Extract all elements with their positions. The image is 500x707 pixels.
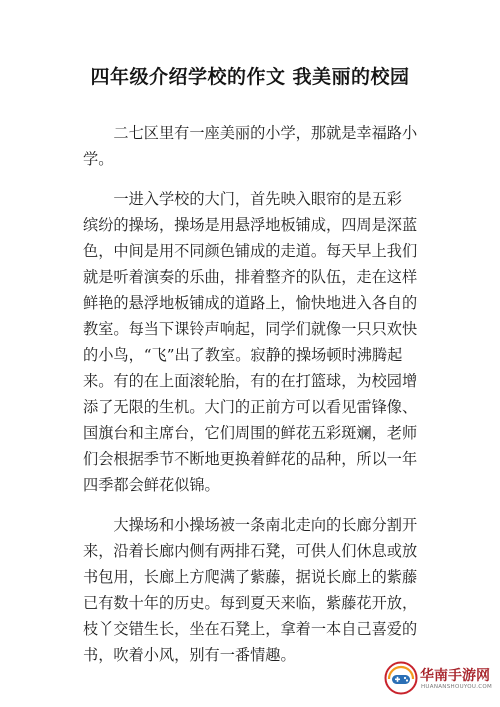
text-line: 大操场和小操场被一条南北走向的长廊分割开 (83, 516, 418, 534)
article-body (83, 120, 419, 668)
text-line: 来。有的在上面滚轮胎，有的在打篮球，为校园增 (83, 372, 418, 390)
article-title: 四年级介绍学校的作文 我美丽的校园 (90, 66, 410, 88)
text-line: 二七区里有一座美丽的小学，那就是幸福路小 (83, 124, 418, 142)
text-line: 书包用，长廊上方爬满了紫藤，据说长廊上的紫藤 (83, 568, 418, 586)
text-line: 就是听着演奏的乐曲，排着整齐的队伍，走在这样 (83, 268, 418, 286)
text-line: 枝丫交错生长，坐在石凳上，拿着一本自己喜爱的 (83, 620, 418, 638)
text-line: 色，中间是用不同颜色铺成的走道。每天早上我们 (83, 242, 418, 260)
text-line: 添了无限的生机。大门的正前方可以看见雷锋像、 (83, 398, 418, 416)
paragraph-gap (83, 172, 419, 186)
text-line: 学。 (83, 150, 114, 168)
paragraph (83, 512, 419, 668)
text-line: 鲜艳的悬浮地板铺成的道路上，愉快地进入各自的 (83, 294, 418, 312)
paragraph (83, 120, 419, 172)
paragraph (83, 186, 419, 498)
text-line: 们会根据季节不断地更换着鲜花的品种，所以一年 (83, 450, 418, 468)
paragraph-gap (83, 498, 419, 512)
text-line: 已有数十年的历史。每到夏天来临，紫藤花开放， (83, 594, 418, 612)
watermark-site-url: HUANANSHOUYOU.COM (421, 684, 493, 690)
text-line: 缤纷的操场，操场是用悬浮地板铺成，四周是深蓝 (83, 216, 418, 234)
watermark-site-name: 华南手游网 (420, 668, 490, 684)
text-line: 书，吹着小风，别有一番情趣。 (83, 646, 296, 664)
text-line: 四季都会鲜花似锦。 (83, 476, 220, 494)
text-line: 教室。每当下课铃声响起，同学们就像一只只欢快 (83, 320, 418, 338)
game-controller-icon (384, 661, 418, 695)
text-line: 一进入学校的大门，首先映入眼帘的是五彩 (83, 190, 402, 208)
site-watermark (384, 659, 494, 699)
text-line: 国旗台和主席台，它们周围的鲜花五彩斑斓，老师 (83, 424, 418, 442)
text-line: 来，沿着长廊内侧有两排石凳，可供人们休息或放 (83, 542, 418, 560)
text-line: 的小鸟，“飞”出了教室。寂静的操场顿时沸腾起 (83, 346, 403, 364)
